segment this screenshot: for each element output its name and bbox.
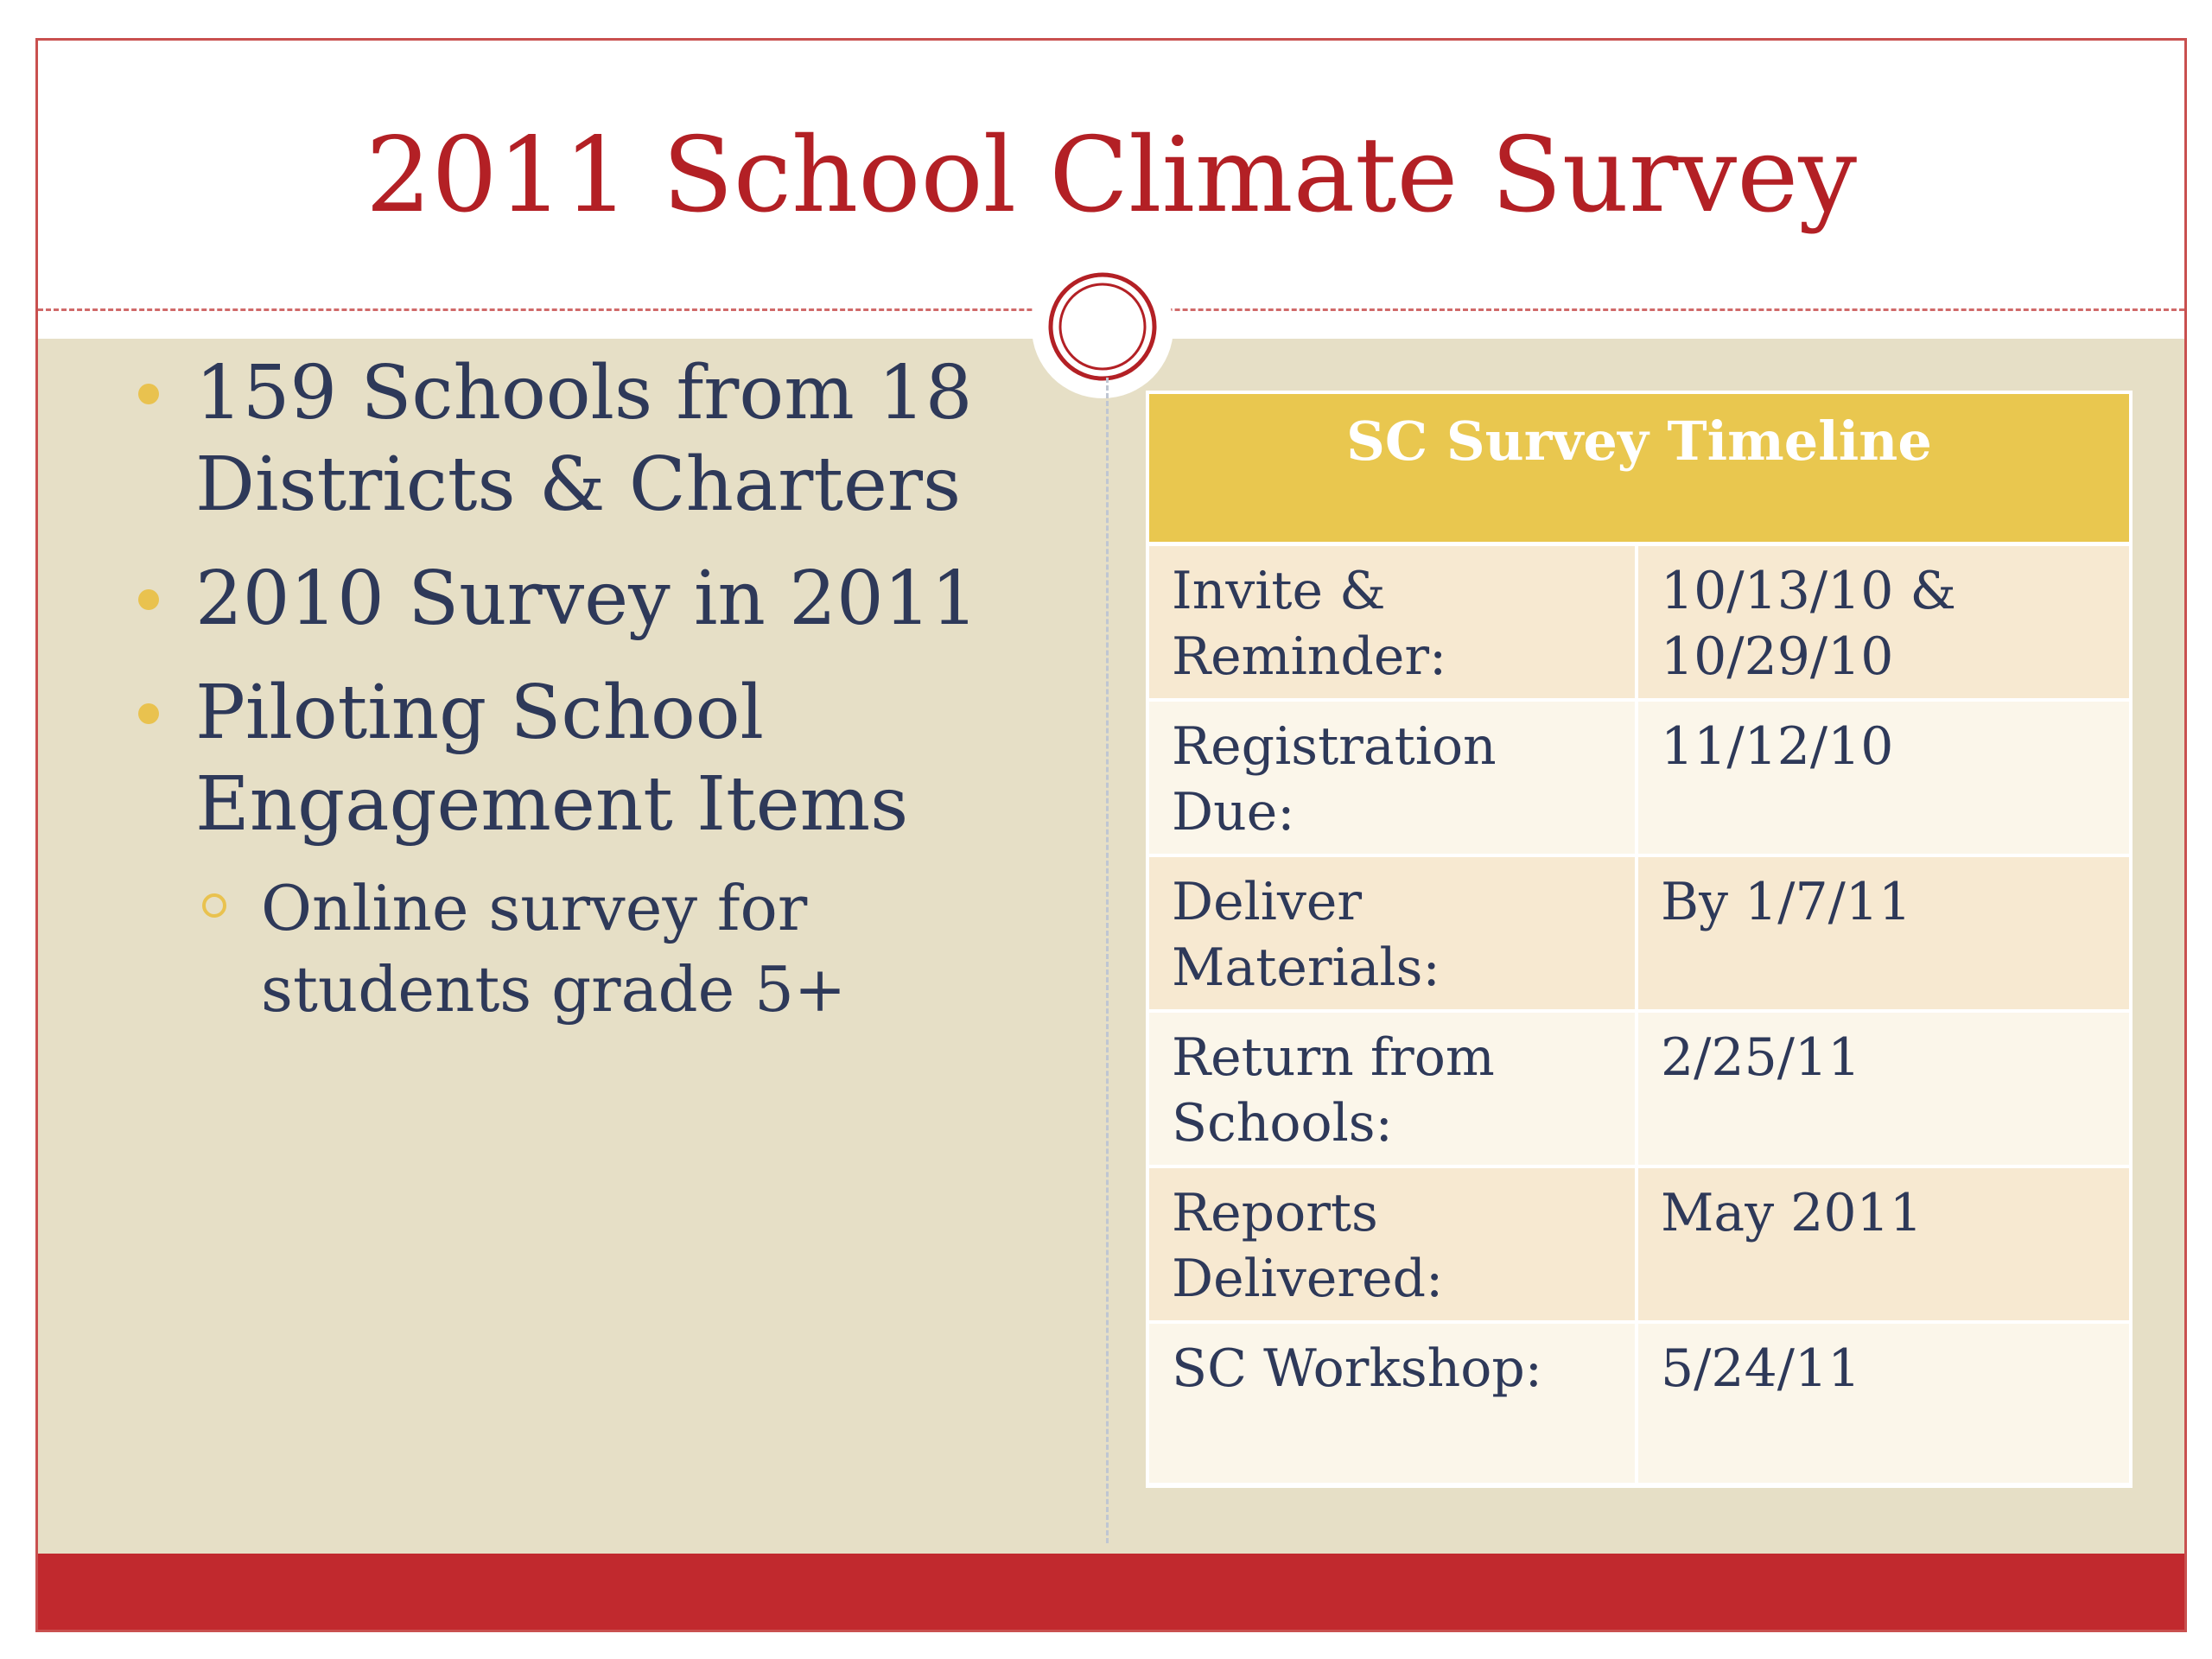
bullet-list — [99, 347, 1084, 1030]
bullet-item — [99, 667, 1084, 850]
sub-bullet-item — [99, 868, 1084, 1030]
row-value: 11/12/10 — [1661, 716, 1894, 777]
row-value: 10/13/10 & 10/29/10 — [1661, 561, 1956, 687]
sub-bullet-text: Online survey for students grade 5+ — [261, 872, 847, 1026]
column-divider — [1106, 378, 1109, 1543]
table-row — [1149, 1013, 2129, 1168]
bullet-text: Piloting School Engagement Items — [195, 670, 909, 848]
bullet-item — [99, 553, 1084, 645]
bullet-dot-icon — [138, 589, 159, 610]
bullet-ring-icon — [202, 893, 226, 918]
row-label: Registration Due: — [1149, 702, 1638, 854]
row-value: By 1/7/11 — [1661, 872, 1912, 932]
bullet-item — [99, 347, 1084, 531]
bullet-text: 159 Schools from 18 Districts & Charters — [195, 350, 973, 528]
row-value: 5/24/11 — [1661, 1338, 1861, 1399]
bullet-dot-icon — [138, 703, 159, 724]
table-row — [1149, 702, 2129, 857]
row-label: SC Workshop: — [1149, 1324, 1638, 1483]
row-label: Deliver Materials: — [1149, 857, 1638, 1009]
timeline-table — [1146, 391, 2133, 1488]
table-row — [1149, 1168, 2129, 1324]
slide-title: 2011 School Climate Survey — [365, 116, 1857, 236]
table-row — [1149, 546, 2129, 702]
row-label: Invite & Reminder: — [1149, 546, 1638, 698]
slide — [35, 38, 2187, 1632]
row-label: Reports Delivered: — [1149, 1168, 1638, 1320]
footer-band — [38, 1554, 2184, 1630]
table-row — [1149, 1324, 2129, 1483]
timeline-header: SC Survey Timeline — [1149, 394, 2129, 546]
bullet-dot-icon — [138, 384, 159, 404]
row-value: 2/25/11 — [1661, 1027, 1861, 1088]
row-value: May 2011 — [1661, 1183, 1923, 1243]
bullet-text: 2010 Survey in 2011 — [195, 556, 979, 642]
row-label: Return from Schools: — [1149, 1013, 1638, 1165]
table-row — [1149, 857, 2129, 1013]
